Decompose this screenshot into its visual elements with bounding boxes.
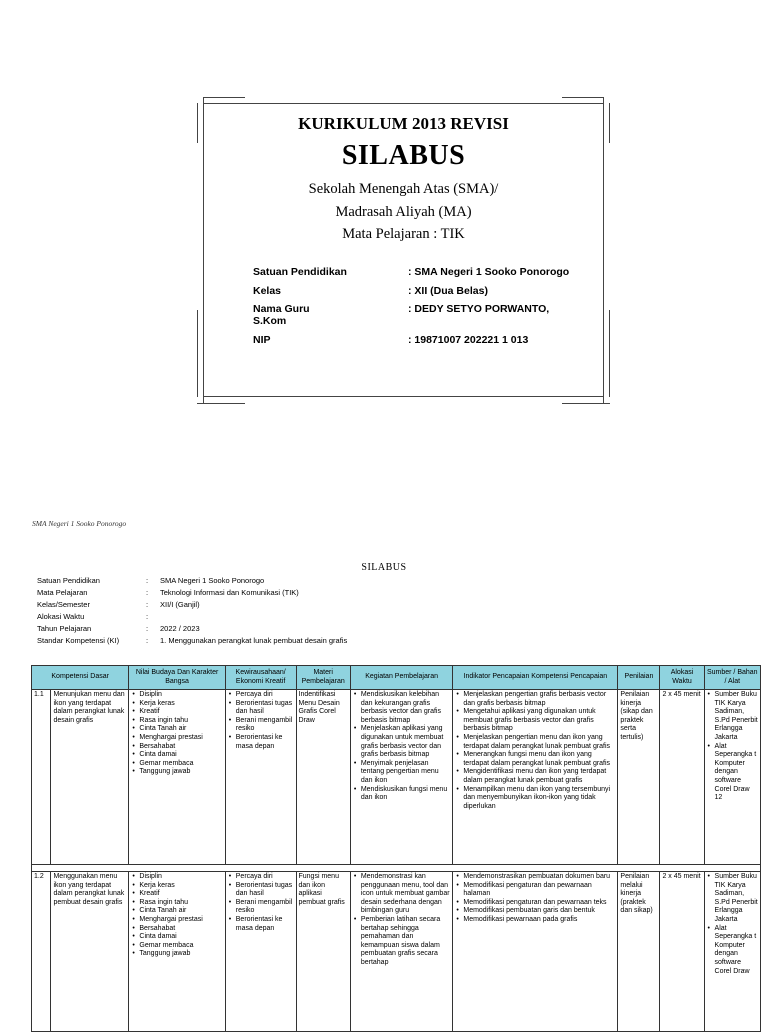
- meta-value: 1. Menggunakan perangkat lunak pembuat desain grafis: [160, 636, 348, 645]
- list-item: • Alat Seperangka t Komputer dengan software Corel Draw: [715, 925, 758, 977]
- meta-key: Mata Pelajaran: [37, 588, 88, 597]
- list-item: • Disiplin: [139, 873, 222, 882]
- corner-ornament: [609, 310, 610, 397]
- list-item: • Mengidentifikasi menu dan ikon yang terdapat dalam perangkat lunak pembuat grafis: [463, 768, 615, 785]
- list-item: • Memodifikasi pewarnaan pada grafis: [463, 916, 615, 925]
- list-item: • Gemar membaca: [139, 760, 222, 769]
- list-item: • Cinta damai: [139, 751, 222, 760]
- kd-number: 1.1: [32, 690, 51, 865]
- kegiatan-cell: [350, 690, 453, 865]
- list-item: • Percaya diri: [236, 873, 294, 882]
- corner-ornament: [562, 403, 610, 404]
- list-item: • Pemberian latihan secara bertahap sehingga pemahaman dan kemampuan siswa dalam pembuatan grafis secara bertahap: [361, 916, 451, 968]
- list-item: • Menampilkan menu dan ikon yang tersembunyi dan menyembunyikan ikon-ikon yang tidak diperlukan: [463, 786, 615, 812]
- curriculum-heading: KURIKULUM 2013 REVISI: [298, 114, 509, 133]
- corner-ornament: [609, 103, 610, 143]
- list-item: • Memodifikasi pembuatan garis dan bentuk: [463, 907, 615, 916]
- list-item: • Mendemonstrasi kan penggunaan menu, tool dan icon untuk membuat gambar desain sederhana dengan bimbingan guru: [361, 873, 451, 916]
- materi-cell: Fungsi menu dan ikon aplikasi pembuat grafis: [296, 872, 350, 1032]
- header-cell: Sumber / Bahan / Alat: [704, 666, 760, 690]
- nilai-cell: [129, 690, 225, 865]
- meta-colon: :: [146, 576, 149, 585]
- meta-colon: :: [146, 612, 149, 621]
- list-item: • Sumber Buku TIK Karya Sadiman, S.Pd Penerbit Erlangga Jakarta: [715, 873, 758, 925]
- kd-text: Menunjukan menu dan ikon yang terdapat dalam perangkat lunak desain grafis: [51, 690, 129, 865]
- list-item: • Menghargai prestasi: [139, 734, 222, 743]
- list-item: • Cinta Tanah air: [139, 725, 222, 734]
- header-cell: Kegiatan Pembelajaran: [350, 666, 453, 690]
- sumber-cell: [704, 872, 760, 1032]
- kd-text: Menggunakan menu ikon yang terdapat dalam perangkat lunak pembuat desain grafis: [51, 872, 129, 1032]
- row-gap: [32, 865, 761, 872]
- nilai-cell: [129, 872, 225, 1032]
- indikator-cell: [453, 872, 618, 1032]
- header-cell: Indikator Pencapaian Kompetensi Pencapaian: [453, 666, 618, 690]
- subject-line: Mata Pelajaran : TIK: [342, 226, 465, 242]
- meta-colon: :: [146, 588, 149, 597]
- list-item: • Memodifikasi pengaturan dan pewarnaan teks: [463, 899, 615, 908]
- list-item: • Menjelaskan pengertian menu dan ikon yang terdapat dalam perangkat lunak pembuat grafis: [463, 734, 615, 751]
- school-type-line-2: Madrasah Aliyah (MA): [335, 204, 472, 220]
- info-label: Kelas: [253, 285, 282, 297]
- corner-ornament: [197, 103, 198, 143]
- list-item: • Berorientasi ke masa depan: [236, 734, 294, 751]
- corner-ornament: [603, 397, 604, 403]
- list-item: • Tanggung jawab: [139, 950, 222, 959]
- school-type-line: Sekolah Menengah Atas (SMA)/: [308, 181, 499, 197]
- list-item: • Tanggung jawab: [139, 768, 222, 777]
- info-value: : SMA Negeri 1 Sooko Ponorogo: [408, 266, 570, 278]
- list-item: • Kerja keras: [139, 700, 222, 709]
- kewirausahaan-cell: [225, 690, 296, 865]
- list-item: • Menghargai prestasi: [139, 916, 222, 925]
- list-item: • Bersahabat: [139, 925, 222, 934]
- syllabus-title: SILABUS: [361, 562, 407, 573]
- table-row: [32, 690, 761, 865]
- materi-cell: Indentifikasi Menu Desain Grafis Corel Draw: [296, 690, 350, 865]
- list-item: • Bersahabat: [139, 743, 222, 752]
- meta-key: Alokasi Waktu: [37, 612, 85, 621]
- corner-ornament: [603, 97, 604, 103]
- list-item: • Berani mengambil resiko: [236, 899, 294, 916]
- list-item: • Menjelaskan pengertian grafis berbasis vector dan grafis berbasis bitmap: [463, 691, 615, 708]
- meta-key: Satuan Pendidikan: [37, 576, 100, 585]
- list-item: • Cinta Tanah air: [139, 907, 222, 916]
- info-label: Nama Guru: [253, 303, 310, 315]
- list-item: • Mendiskusikan fungsi menu dan ikon: [361, 786, 451, 803]
- meta-key: Kelas/Semester: [37, 600, 90, 609]
- meta-value: SMA Negeri 1 Sooko Ponorogo: [160, 576, 265, 585]
- list-item: • Mendiskusikan kelebihan dan kekurangan grafis berbasis vector dan grafis berbasis bitmap: [361, 691, 451, 725]
- list-item: • Berorientasi tugas dan hasil: [236, 882, 294, 899]
- header-cell: Materi Pembelajaran: [296, 666, 350, 690]
- cover-title: SILABUS: [341, 140, 466, 171]
- info-value: : XII (Dua Belas): [408, 285, 488, 297]
- list-item: • Cinta damai: [139, 933, 222, 942]
- header-cell: Alokasi Waktu: [660, 666, 704, 690]
- corner-ornament: [203, 397, 204, 403]
- list-item: • Rasa ingin tahu: [139, 899, 222, 908]
- list-item: • Disiplin: [139, 691, 222, 700]
- list-item: • Gemar membaca: [139, 942, 222, 951]
- penilaian-cell: Penilaian melalui kinerja (praktek dan sikap): [618, 872, 660, 1032]
- list-item: • Sumber Buku TIK Karya Sadiman, S.Pd Penerbit Erlangga Jakarta: [715, 691, 758, 743]
- meta-colon: :: [146, 600, 149, 609]
- list-item: • Mengetahui aplikasi yang digunakan untuk membuat grafis berbasis vector dan grafis berbasis bitmap: [463, 708, 615, 734]
- header-cell: Nilai Budaya Dan Karakter Bangsa: [129, 666, 225, 690]
- list-item: • Kreatif: [139, 708, 222, 717]
- alokasi-cell: 2 x 45 menit: [660, 690, 704, 865]
- meta-value: Teknologi Informasi dan Komunikasi (TIK): [160, 588, 299, 597]
- info-value: : 19871007 202221 1 013: [408, 334, 529, 346]
- kd-number: 1.2: [32, 872, 51, 1032]
- list-item: • Rasa ingin tahu: [139, 717, 222, 726]
- info-label: S.Kom: [253, 315, 287, 327]
- list-item: • Berorientasi tugas dan hasil: [236, 700, 294, 717]
- list-item: • Kreatif: [139, 890, 222, 899]
- kewirausahaan-cell: [225, 872, 296, 1032]
- list-item: • Menjelaskan aplikasi yang digunakan untuk membuat grafis berbasis vector dan grafis berbasis bitmap: [361, 725, 451, 759]
- meta-colon: :: [146, 624, 149, 633]
- page-footer-school: SMA Negeri 1 Sooko Ponorogo: [32, 519, 127, 528]
- meta-value: XII/I (Ganjil): [160, 600, 200, 609]
- header-cell: Kompetensi Dasar: [32, 666, 129, 690]
- meta-value: 2022 / 2023: [160, 624, 200, 633]
- table-header-row: [32, 666, 761, 690]
- gap-cell: [32, 865, 761, 872]
- info-value: : DEDY SETYO PORWANTO,: [408, 303, 550, 315]
- table-row: [32, 872, 761, 1032]
- header-cell: Kewirausahaan/ Ekonomi Kreatif: [225, 666, 296, 690]
- alokasi-cell: 2 x 45 menit: [660, 872, 704, 1032]
- info-label: Satuan Pendidikan: [253, 266, 347, 278]
- corner-ornament: [562, 97, 604, 98]
- list-item: • Percaya diri: [236, 691, 294, 700]
- corner-ornament: [197, 403, 245, 404]
- corner-ornament: [203, 97, 204, 103]
- corner-ornament: [197, 310, 198, 397]
- list-item: • Berani mengambil resiko: [236, 717, 294, 734]
- header-cell: Penilaian: [618, 666, 660, 690]
- list-item: • Memodifikasi pengaturan dan pewarnaan halaman: [463, 882, 615, 899]
- info-label: NIP: [253, 334, 271, 346]
- meta-colon: :: [146, 636, 149, 645]
- penilaian-cell: Penilaian kinerja (sikap dan praktek serta tertulis): [618, 690, 660, 865]
- syllabus-table: [31, 665, 761, 1032]
- meta-key: Tahun Pelajaran: [37, 624, 92, 633]
- list-item: • Mendemonstrasikan pembuatan dokumen baru: [463, 873, 615, 882]
- sumber-cell: [704, 690, 760, 865]
- list-item: • Alat Seperangka t Komputer dengan software Corel Draw 12: [715, 743, 758, 803]
- list-item: • Berorientasi ke masa depan: [236, 916, 294, 933]
- corner-ornament: [203, 97, 245, 98]
- list-item: • Kerja keras: [139, 882, 222, 891]
- kegiatan-cell: [350, 872, 453, 1032]
- list-item: • Menerangkan fungsi menu dan ikon yang terdapat dalam perangkat lunak pembuat grafis: [463, 751, 615, 768]
- list-item: • Menyimak penjelasan tentang pengertian menu dan ikon: [361, 760, 451, 786]
- indikator-cell: [453, 690, 618, 865]
- meta-key: Standar Kompetensi (KI): [37, 636, 120, 645]
